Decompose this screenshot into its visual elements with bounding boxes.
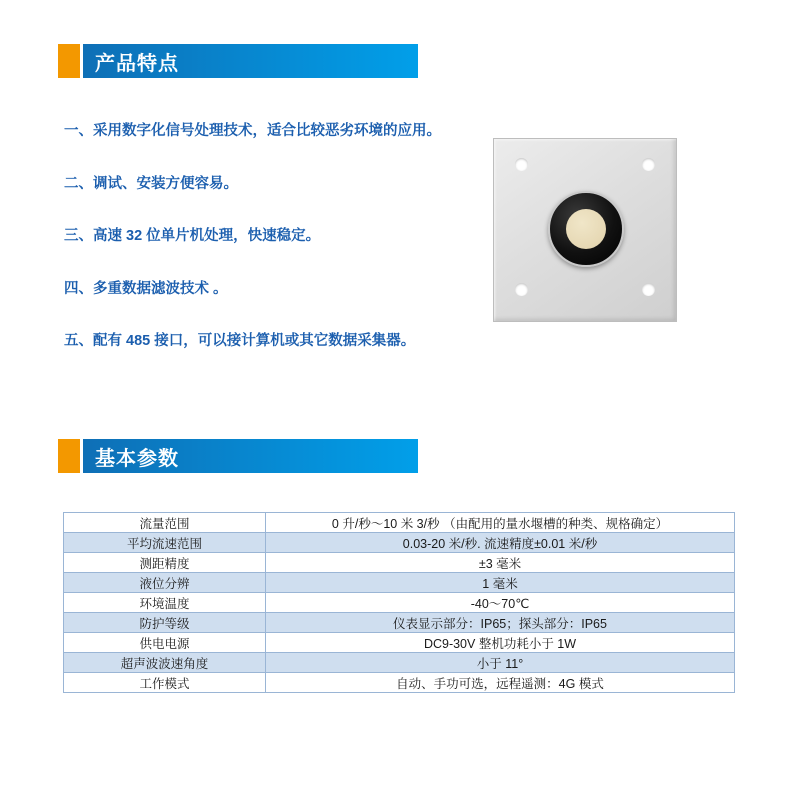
specs-table	[63, 512, 735, 693]
table-row	[64, 613, 735, 633]
table-row	[64, 673, 735, 693]
spec-label: 超声波波速角度	[64, 653, 266, 673]
spec-value: 0.03-20 米/秒. 流速精度±0.01 米/秒	[266, 533, 735, 553]
feature-list	[64, 121, 464, 384]
header-accent-square	[58, 44, 80, 78]
spec-value: ±3 毫米	[266, 553, 735, 573]
section-header-features	[58, 44, 418, 78]
spec-label: 液位分辨	[64, 573, 266, 593]
table-row	[64, 593, 735, 613]
feature-item: 二、调试、安装方便容易。	[64, 175, 238, 192]
table-row	[64, 633, 735, 653]
table-row	[64, 553, 735, 573]
spec-value: 0 升/秒～10 米 3/秒 （由配用的量水堰槽的种类、规格确定）	[266, 513, 735, 533]
spec-value: DC9-30V 整机功耗小于 1W	[266, 633, 735, 653]
table-row	[64, 533, 735, 553]
mounting-hole-top-left	[515, 158, 528, 171]
spec-value: 自动、手功可选，远程遥测：4G 模式	[266, 673, 735, 693]
table-row	[64, 513, 735, 533]
section-header-params	[58, 439, 418, 473]
spec-label: 测距精度	[64, 553, 266, 573]
mounting-plate	[493, 138, 677, 322]
table-row	[64, 573, 735, 593]
feature-item: 四、多重数据滤波技术 。	[64, 280, 228, 297]
sensor-transducer	[566, 209, 606, 249]
feature-item: 三、高速 32 位单片机处理，快速稳定。	[64, 228, 321, 244]
feature-item: 一、采用数字化信号处理技术，适合比较恶劣环境的应用。	[64, 123, 441, 139]
header-accent-square	[58, 439, 80, 473]
spec-label: 环境温度	[64, 593, 266, 613]
spec-value: -40～70℃	[266, 593, 735, 613]
mounting-hole-bottom-left	[515, 283, 528, 296]
spec-label: 供电电源	[64, 633, 266, 653]
header-bar	[83, 439, 418, 473]
spec-value: 仪表显示部分：IP65；探头部分：IP65	[266, 613, 735, 633]
spec-label: 防护等级	[64, 613, 266, 633]
spec-value: 小于 11°	[266, 653, 735, 673]
product-image	[493, 138, 677, 322]
mounting-hole-top-right	[642, 158, 655, 171]
spec-label: 工作模式	[64, 673, 266, 693]
spec-value: 1 毫米	[266, 573, 735, 593]
mounting-hole-bottom-right	[642, 283, 655, 296]
feature-item: 五、配有 485 接口，可以接计算机或其它数据采集器。	[64, 333, 416, 349]
header-bar	[83, 44, 418, 78]
spec-label: 平均流速范围	[64, 533, 266, 553]
sensor-bezel	[548, 191, 624, 267]
section-title-params: 基本参数	[95, 447, 179, 470]
section-title-features: 产品特点	[95, 52, 179, 75]
spec-label: 流量范围	[64, 513, 266, 533]
table-row	[64, 653, 735, 673]
